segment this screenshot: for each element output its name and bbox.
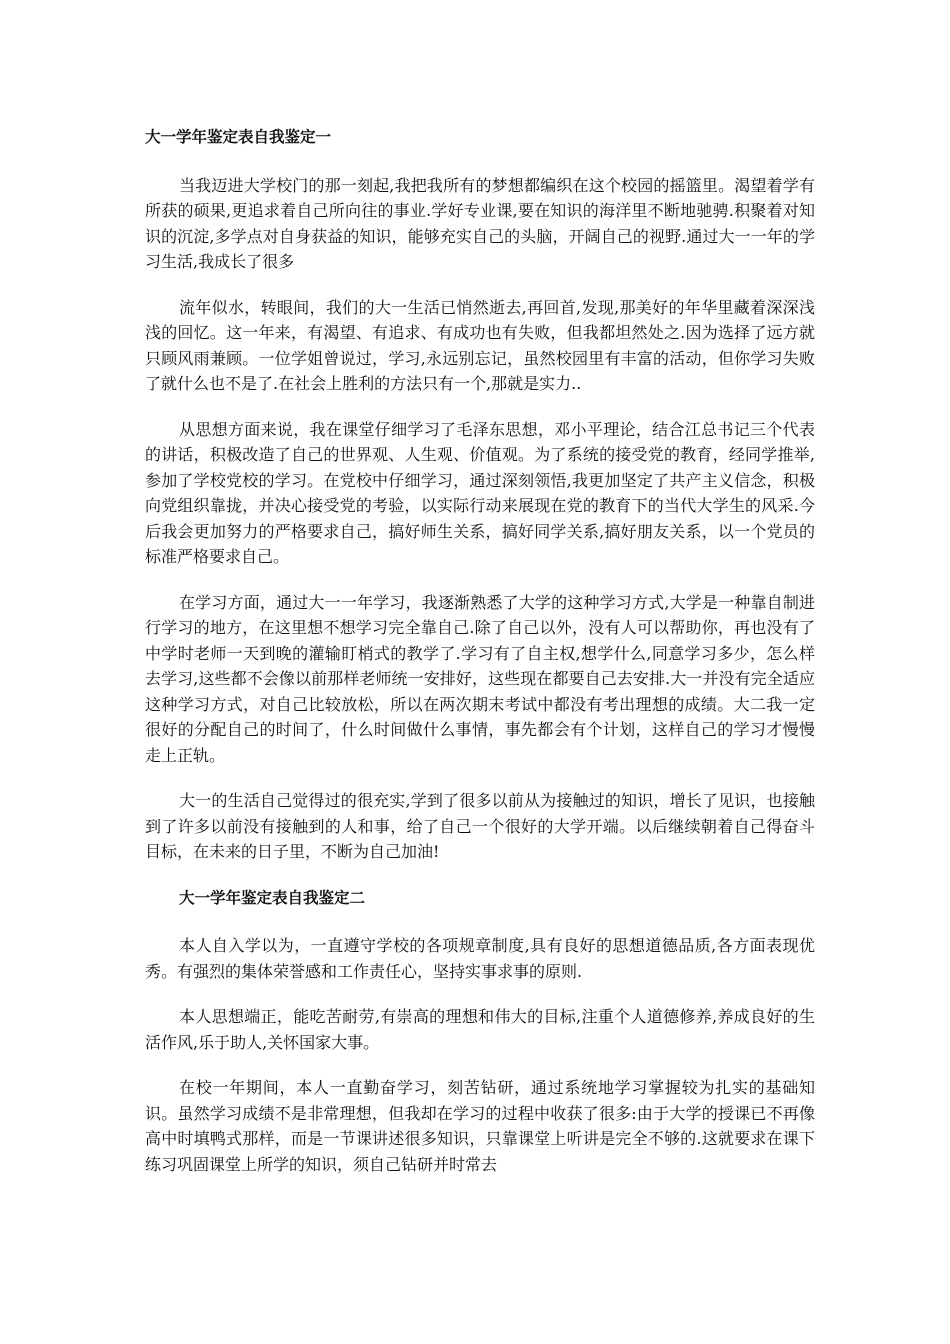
- section-1-title: 大一学年鉴定表自我鉴定一: [145, 127, 332, 146]
- document-page: [145, 124, 815, 1197]
- section-1-paragraph-2: 流年似水，转眼间，我们的大一生活已悄然逝去,再回首,发现,那美好的年华里藏着深深浅浅的回忆。这一年来，有渴望、有追求、有成功也有失败，但我都坦然处之.因为选择了远方就只顾风雨兼顾。一位学姐曾说过，学习,永远别忘记，虽然校园里有丰富的活动，但你学习失败了就什么也不是了.在社会上胜利的方法只有一个,那就是实力..: [145, 297, 815, 393]
- section-2-paragraph-1: 本人自入学以为，一直遵守学校的各项规章制度,具有良好的思想道德品质,各方面表现优秀。有强烈的集体荣誉感和工作责任心，坚持实事求事的原则.: [145, 936, 815, 981]
- section-1-paragraph-4: 在学习方面，通过大一一年学习，我逐渐熟悉了大学的这种学习方式,大学是一种靠自制进行学习的地方，在这里想不想学习完全靠自己.除了自己以外，没有人可以帮助你，再也没有了中学时老师一天到晚的灌输盯梢式的教学了.学习有了自主权,想学什么,同意学习多少，怎么样去学习,这些都不会像以前那样老师统一安排好，这些现在都要自己去安排.大一并没有完全适应这种学习方式，对自己比较放松，所以在两次期末考试中都没有考出理想的成绩。大二我一定很好的分配自己的时间了，什么时间做什么事情，事先都会有个计划，这样自己的学习才慢慢走上正轨。: [145, 592, 815, 765]
- section-2-title: 大一学年鉴定表自我鉴定二: [179, 887, 366, 907]
- section-2-paragraph-3: 在校一年期间，本人一直勤奋学习，刻苦钻研，通过系统地学习掌握较为扎实的基础知识。虽然学习成绩不是非常理想，但我却在学习的过程中收获了很多:由于大学的授课已不再像高中时填鸭式那样，而是一节课讲述很多知识，只靠课堂上听讲是完全不够的.这就要求在课下练习巩固课堂上所学的知识，须自己钻研并时常去: [145, 1078, 815, 1174]
- section-1-paragraph-5: 大一的生活自己觉得过的很充实,学到了很多以前从为接触过的知识，增长了见识，也接触到了许多以前没有接触到的人和事，给了自己一个很好的大学开端。以后继续朝着自己得奋斗目标，在未来的日子里，不断为自己加油!: [145, 791, 815, 861]
- section-1-paragraph-3: 从思想方面来说，我在课堂仔细学习了毛泽东思想，邓小平理论，结合江总书记三个代表的讲话，积极改造了自己的世界观、人生观、价值观。为了系统的接受党的教育，经同学推举,参加了学校党校的学习。在党校中仔细学习，通过深刻领悟,我更加坚定了共产主义信念，积极向党组织靠拢，并决心接受党的考验，以实际行动来展现在党的教育下的当代大学生的风采.今后我会更加努力的严格要求自己，搞好师生关系，搞好同学关系,搞好朋友关系，以一个党员的标准严格要求自己。: [145, 419, 815, 566]
- section-1-paragraph-1: 当我迈进大学校门的那一刻起,我把我所有的梦想都编织在这个校园的摇篮里。渴望着学有所获的硕果,更追求着自己所向往的事业.学好专业课,要在知识的海洋里不断地驰骋.积聚着对知识的沉淀,多学点对自身获益的知识，能够充实自己的头脑，开阔自己的视野.通过大一一年的学习生活,我成长了很多: [145, 175, 815, 271]
- section-2-paragraph-2: 本人思想端正，能吃苦耐劳,有崇高的理想和伟大的目标,注重个人道德修养,养成良好的生活作风,乐于助人,关怀国家大事。: [145, 1007, 815, 1052]
